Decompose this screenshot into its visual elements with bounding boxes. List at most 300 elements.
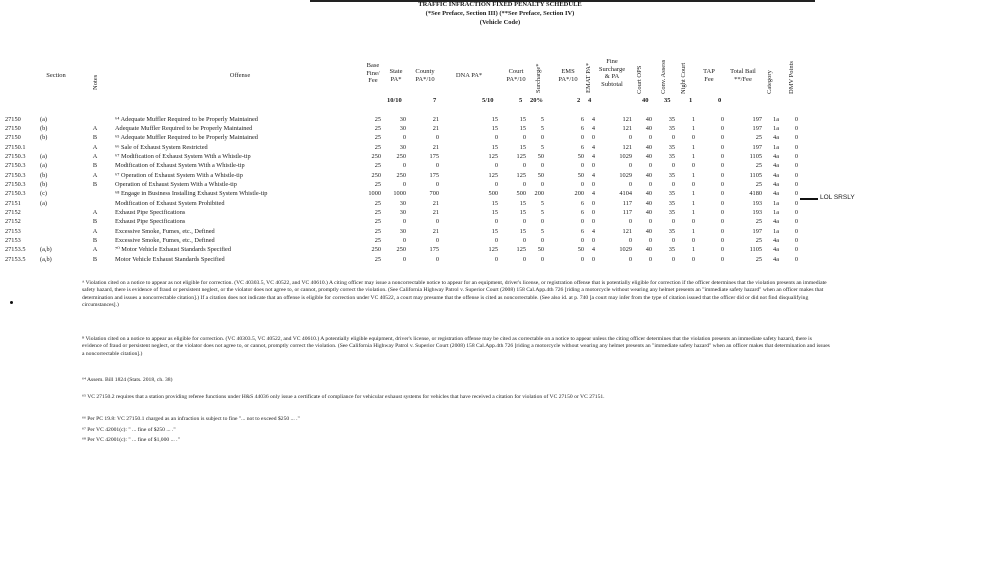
cell-county: 21 [432,227,439,235]
header-court-line2: PA*/10 [506,75,526,83]
cell-ems: 0 [580,237,584,245]
cell-county: 0 [435,237,439,245]
footnote-65: ⁶⁵ VC 27150.2 requires that a station providing referee functions under H&S 44036 only issue a certificate of compliance for vehicular exhaust systems for vehicles that have received a citation for violation of VC 27150 or VC 27151. [82,394,605,400]
cell-conv: 0 [671,162,675,170]
header-fine-line4: Subtotal [601,80,623,88]
cell-court: 500 [516,190,526,198]
cell-dmv: 0 [794,152,798,160]
cell-offense: ⁶⁶ Sale of Exhaust System Restricted [115,143,208,151]
cell-night: 1 [691,227,695,235]
header-section: Section [46,72,66,79]
cell-total: 197 [752,143,762,151]
cell-ops: 40 [645,115,652,123]
header-court-pa [500,68,532,83]
cell-base: 25 [374,227,381,235]
cell-court: 125 [516,152,526,160]
table-row [0,236,1000,245]
cell-note: B [92,180,98,188]
cell-ops: 40 [645,190,652,198]
cell-state: 30 [399,124,406,132]
cell-note: A [92,209,98,216]
cell-state: 30 [399,209,406,216]
cell-cat: 4a [773,162,779,170]
schedule-title: TRAFFIC INFRACTION FIXED PENALTY SCHEDULE [418,1,582,8]
cell-court: 15 [519,227,526,235]
cell-tap: 0 [720,255,724,263]
cell-sub: (b) [40,124,48,132]
cell-total: 1105 [749,246,762,254]
cell-note: B [92,255,98,263]
cell-state: 250 [396,152,406,160]
cell-section: 27150 [5,115,21,123]
cell-county: 21 [432,199,439,207]
cell-cat: 4a [773,134,779,142]
cell-offense: Excessive Smoke, Fumes, etc., Defined [115,237,215,245]
cell-state: 0 [402,134,406,142]
cell-county: 175 [429,152,439,160]
cell-total: 25 [755,218,762,226]
cell-section: 27151 [5,199,21,207]
cell-total: 193 [752,209,762,216]
header-tap-fee [698,68,720,83]
cell-note: A [92,124,98,132]
cell-section: 27153 [5,227,21,235]
cell-ops: 0 [648,237,652,245]
cell-sub: (b) [40,180,48,188]
cell-court: 0 [522,218,526,226]
cell-section: 27150 [5,134,21,142]
cell-ems: 6 [580,143,584,151]
cell-total: 25 [755,180,762,188]
cell-offense: Exhaust Pipe Specifications [115,209,186,216]
cell-emat: 4 [591,152,595,160]
header-court-line1: Court [508,68,524,75]
cell-note: A [92,171,98,179]
header-tap-line1: TAP [703,68,715,75]
cell-ops: 0 [648,255,652,263]
cell-sur: 0 [540,134,544,142]
cell-ops: 40 [645,152,652,160]
cell-note: A [92,246,98,254]
table-row [0,255,1000,264]
table-row [0,227,1000,236]
cell-sub-total: 121 [622,124,632,132]
cell-dna: 15 [491,143,498,151]
cell-emat: 4 [591,227,595,235]
header-county-line2: PA*/10 [415,75,435,83]
cell-cat: 4a [773,218,779,226]
rate-conv-assess: 35 [664,97,671,104]
cell-base: 25 [374,255,381,263]
cell-court: 0 [522,237,526,245]
cell-sur: 0 [540,237,544,245]
cell-ems: 50 [577,171,584,179]
cell-base: 25 [374,162,381,170]
cell-county: 21 [432,115,439,123]
header-ems-line1: EMS [561,68,575,75]
rate-county: 7 [433,97,437,104]
cell-offense: Modification of Exhaust System With a Whistle-tip [115,162,245,170]
cell-sur: 50 [537,246,544,254]
cell-night: 1 [691,143,695,151]
cell-tap: 0 [720,162,724,170]
cell-emat: 0 [591,180,595,188]
cell-note: B [92,162,98,170]
cell-cat: 1a [773,209,779,216]
header-fine-line1: Fine [606,58,618,65]
cell-sub-total: 0 [628,162,632,170]
cell-ems: 50 [577,246,584,254]
cell-tap: 0 [720,218,724,226]
cell-sur: 5 [540,199,544,207]
cell-conv: 35 [668,199,675,207]
cell-tap: 0 [720,237,724,245]
footnote-b: ᴮ Violation cited on a notice to appear as eligible for correction. (VC 40303.5, VC 40522, and VC 40610.) A potentially eligible equipment, driver's license, or registration offense may be cited as correctable on a notice to appear unless the citing officer determines that the violation presents an immediate safety hazard, there is evidence of fraud or persistent neglect, or the violator does not agree to, or cannot, promptly correct the violation. (See California Highway Patrol v. Superior Court (2008) 158 Cal.App.4th 726 [riding a motorcycle without wearing any helmet presents an "immediate safety hazard" when an officer makes that determination and issues a noncorrectable citation].) [82,336,830,357]
header-dna-pa: DNA PA* [455,72,483,79]
cell-sub-total: 0 [628,180,632,188]
rate-court: 5 [519,97,523,104]
cell-emat: 0 [591,218,595,226]
cell-dna: 15 [491,124,498,132]
cell-tap: 0 [720,115,724,123]
cell-sub: (a) [40,152,47,160]
cell-county: 21 [432,209,439,216]
cell-court: 15 [519,124,526,132]
cell-dna: 0 [494,180,498,188]
cell-total: 197 [752,124,762,132]
cell-night: 1 [691,124,695,132]
cell-sur: 0 [540,218,544,226]
annotation-note: LOL SRSLY [820,194,855,201]
cell-ops: 0 [648,162,652,170]
cell-sub: (b) [40,134,48,142]
cell-night: 1 [691,199,695,207]
cell-night: 1 [691,246,695,254]
rate-tap: 0 [718,97,722,104]
cell-conv: 35 [668,124,675,132]
footnote-64: ⁶⁴ Assem. Bill 1824 (Stats. 2018, ch. 38) [82,377,173,383]
cell-total: 4180 [749,190,762,198]
cell-conv: 0 [671,255,675,263]
rate-court-ops: 40 [642,97,649,104]
cell-total: 1105 [749,152,762,160]
cell-dna: 125 [488,246,498,254]
header-state-pa [385,68,407,83]
cell-dmv: 0 [794,227,798,235]
cell-sub-total: 1029 [619,246,632,254]
cell-base: 25 [374,237,381,245]
cell-section: 27153.5 [5,246,26,254]
cell-total: 193 [752,199,762,207]
cell-dna: 0 [494,255,498,263]
cell-emat: 0 [591,134,595,142]
cell-dna: 125 [488,152,498,160]
cell-tap: 0 [720,246,724,254]
header-court-ops: Court OPS [636,65,643,94]
cell-night: 0 [691,162,695,170]
cell-night: 1 [691,152,695,160]
cell-emat: 0 [591,162,595,170]
cell-ems: 50 [577,152,584,160]
cell-section: 27150.3 [5,162,26,170]
table-row [0,115,1000,124]
cell-offense: ⁶⁷ Operation of Exhaust System With a Whistle-tip [115,171,243,179]
cell-county: 700 [429,190,439,198]
cell-base: 25 [374,124,381,132]
cell-court: 15 [519,209,526,216]
rate-dna: 5/10 [482,97,494,104]
cell-dmv: 0 [794,218,798,226]
cell-emat: 4 [591,143,595,151]
cell-sub: (b) [40,171,48,179]
cell-sub: (a) [40,199,47,207]
cell-offense: Modification of Exhaust System Prohibited [115,199,225,207]
cell-sub: (a) [40,162,47,170]
cell-section: 27152 [5,209,21,216]
cell-sub-total: 4104 [619,190,632,198]
cell-total: 25 [755,162,762,170]
cell-county: 0 [435,134,439,142]
cell-conv: 0 [671,180,675,188]
cell-conv: 35 [668,171,675,179]
cell-ops: 40 [645,227,652,235]
header-fine-line3: & PA [604,73,620,80]
table-row [0,180,1000,189]
cell-cat: 1a [773,227,779,235]
cell-night: 1 [691,171,695,179]
footnote-68: ⁶⁸ Per VC 42001(c): " ... fine of $1,000 ... ." [82,437,180,443]
table-row [0,161,1000,170]
cell-sur: 5 [540,227,544,235]
cell-total: 25 [755,237,762,245]
cell-total: 197 [752,227,762,235]
cell-ems: 6 [580,227,584,235]
cell-state: 250 [396,246,406,254]
cell-conv: 35 [668,190,675,198]
cell-dmv: 0 [794,171,798,179]
header-base-line3: Fee [368,77,378,84]
cell-total: 25 [755,134,762,142]
cell-state: 30 [399,143,406,151]
cell-cat: 4a [773,246,779,254]
cell-dna: 15 [491,209,498,216]
cell-ems: 0 [580,180,584,188]
cell-state: 30 [399,199,406,207]
cell-ems: 200 [574,190,584,198]
cell-tap: 0 [720,180,724,188]
cell-base: 25 [374,209,381,216]
cell-note: A [92,152,98,160]
cell-sub-total: 121 [622,115,632,123]
cell-base: 25 [374,218,381,226]
cell-sur: 0 [540,255,544,263]
cell-note: B [92,134,98,142]
cell-section: 27152 [5,218,21,226]
cell-emat: 0 [591,209,595,216]
rate-state: 10/10 [387,97,402,104]
cell-ops: 40 [645,171,652,179]
cell-cat: 1a [773,143,779,151]
cell-conv: 0 [671,218,675,226]
cell-base: 25 [374,134,381,142]
cell-sub-total: 0 [628,134,632,142]
cell-emat: 0 [591,237,595,245]
cell-dmv: 0 [794,143,798,151]
cell-sur: 0 [540,180,544,188]
header-fine-line2: Surcharge [598,65,626,73]
cell-note: A [92,227,98,235]
cell-ops: 0 [648,218,652,226]
cell-cat: 1a [773,124,779,132]
cell-ops: 0 [648,180,652,188]
cell-base: 25 [374,115,381,123]
rate-surcharge: 20% [530,97,543,104]
cell-section: 27150 [5,124,21,132]
cell-base: 25 [374,143,381,151]
rate-ems: 2 [577,97,581,104]
cell-state: 250 [396,171,406,179]
cell-dna: 500 [488,190,498,198]
cell-offense: ⁶⁷ Modification of Exhaust System With a Whistle-tip [115,152,251,160]
cell-ops: 40 [645,209,652,216]
cell-section: 27150.3 [5,190,26,198]
header-state-line2: PA* [390,75,402,83]
cell-sur: 0 [540,162,544,170]
cell-dmv: 0 [794,199,798,207]
cell-base: 1000 [368,190,381,198]
cell-sub-total: 121 [622,143,632,151]
cell-sur: 5 [540,209,544,216]
cell-state: 30 [399,227,406,235]
table-row [0,143,1000,152]
cell-note: B [92,237,98,245]
cell-night: 0 [691,134,695,142]
cell-sur: 200 [534,190,544,198]
header-dmv-points: DMV Points [788,61,795,94]
header-night-court: Night Court [680,62,687,94]
cell-dmv: 0 [794,180,798,188]
cell-tap: 0 [720,152,724,160]
cell-night: 1 [691,209,695,216]
cell-sub: (c) [40,190,47,198]
header-state-line1: State [389,68,403,75]
cell-state: 0 [402,255,406,263]
cell-night: 0 [691,218,695,226]
header-surcharge: Surcharge* [535,63,542,93]
cell-conv: 35 [668,115,675,123]
cell-ems: 0 [580,134,584,142]
cell-dmv: 0 [794,162,798,170]
cell-state: 0 [402,180,406,188]
cell-conv: 35 [668,143,675,151]
cell-sub-total: 1029 [619,171,632,179]
header-offense: Offense [229,72,251,79]
cell-conv: 0 [671,237,675,245]
cell-ops: 40 [645,199,652,207]
cell-court: 0 [522,162,526,170]
cell-sub-total: 121 [622,227,632,235]
cell-state: 30 [399,115,406,123]
table-row [0,217,1000,226]
cell-tap: 0 [720,171,724,179]
cell-ops: 40 [645,124,652,132]
cell-base: 250 [371,152,381,160]
cell-total: 1105 [749,171,762,179]
cell-cat: 4a [773,237,779,245]
cell-offense: Excessive Smoke, Fumes, etc., Defined [115,227,215,235]
cell-dna: 0 [494,162,498,170]
cell-dna: 0 [494,218,498,226]
cell-dna: 15 [491,199,498,207]
cell-total: 25 [755,255,762,263]
cell-emat: 4 [591,124,595,132]
cell-conv: 35 [668,246,675,254]
cell-dmv: 0 [794,124,798,132]
cell-dmv: 0 [794,255,798,263]
cell-tap: 0 [720,227,724,235]
cell-state: 0 [402,162,406,170]
footnote-a: ᴬ Violation cited on a notice to appear as not eligible for correction. (VC 40303.5, VC 40522, and VC 40610.) A citing officer may issue a noncorrectable notice to appear for an equipment, driver's license, or registration offense that is potentially eligible for correction if the officer determines that the violation presents an immediate safety hazard, there is evidence of fraud or persistent neglect, or the violator does not agree to, or cannot, promptly correct the violation. (See California Highway Patrol v. Superior Court (2008) 158 Cal.App.4th 726 [riding a motorcycle without wearing any helmet presents an "immediate safety hazard" when an officer makes that determination and issues a noncorrectable citation].) If a citation does not indicate that an offense is eligible for correction under VC 40522, a court may presume that the offense is cited as noncorrectable. (See also id. at p. 740 [a court may infer from the type of citation issued that the officer did or did not find disqualifying circumstances].) [82,280,827,309]
cell-court: 15 [519,143,526,151]
cell-ops: 0 [648,134,652,142]
cell-section: 27150.3 [5,180,26,188]
cell-night: 1 [691,190,695,198]
cell-conv: 0 [671,134,675,142]
cell-sub-total: 0 [628,255,632,263]
cell-sur: 50 [537,171,544,179]
cell-county: 175 [429,171,439,179]
table-row [0,133,1000,142]
cell-dmv: 0 [794,190,798,198]
cell-county: 175 [429,246,439,254]
footnote-66: ⁶⁶ Per PC 19.8: VC 27150.1 charged as an infraction is subject to fine "... not to exceed $250 ... ." [82,416,300,422]
cell-sub: (a) [40,115,47,123]
cell-dna: 125 [488,171,498,179]
cell-section: 27153.5 [5,255,26,263]
cell-ems: 0 [580,218,584,226]
header-base-line2: Fine/ [366,69,380,77]
header-conv-assess: Conv. Assess [660,59,667,94]
cell-sur: 50 [537,152,544,160]
header-ems-line2: PA*/10 [558,75,578,83]
header-county-line1: County [415,68,435,75]
header-county-pa [410,68,440,83]
cell-offense: Exhaust Pipe Specifications [115,218,186,226]
header-fine-subtotal [592,58,632,88]
cell-cat: 4a [773,190,779,198]
cell-section: 27150.1 [5,143,26,151]
cell-court: 0 [522,180,526,188]
cell-tap: 0 [720,199,724,207]
cell-note: A [92,143,98,151]
cell-court: 15 [519,199,526,207]
cell-dmv: 0 [794,134,798,142]
cell-tap: 0 [720,134,724,142]
cell-sub-total: 0 [628,218,632,226]
cell-court: 125 [516,171,526,179]
schedule-code: (Vehicle Code) [479,19,521,26]
cell-cat: 4a [773,255,779,263]
header-tap-line2: Fee [704,75,714,83]
cell-base: 25 [374,199,381,207]
header-total-line1: Total Bail [730,68,756,75]
cell-cat: 4a [773,180,779,188]
cell-conv: 35 [668,209,675,216]
cell-night: 1 [691,115,695,123]
cell-tap: 0 [720,190,724,198]
cell-night: 0 [691,255,695,263]
cell-dna: 0 [494,134,498,142]
